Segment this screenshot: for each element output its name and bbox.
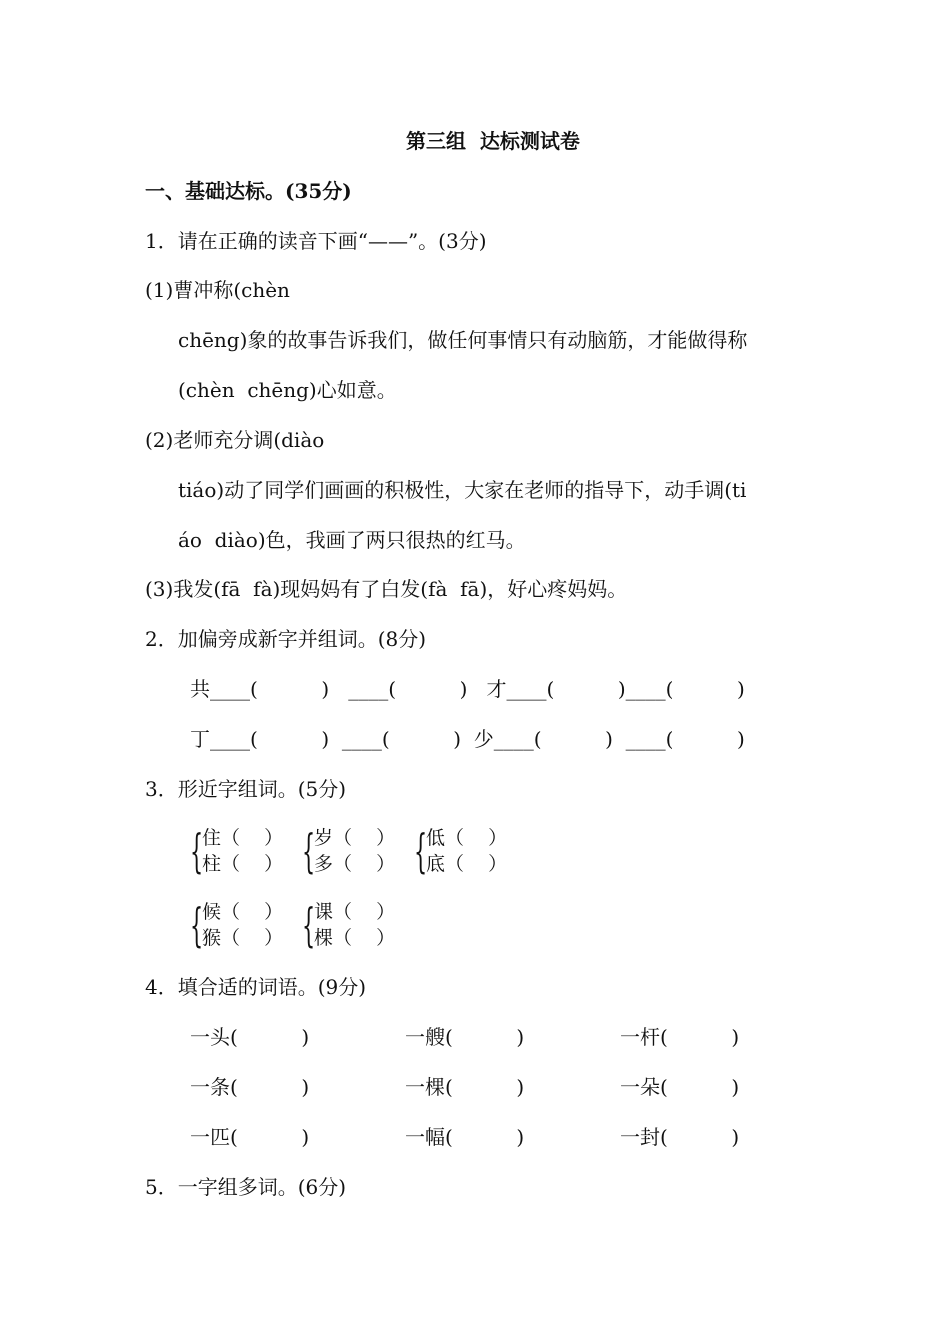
brace-icon: { bbox=[190, 898, 204, 952]
similar-char-pair: { 低（ ） 底（ ） bbox=[414, 824, 508, 878]
similar-char-pair: { 住（ ） 柱（ ） bbox=[190, 824, 284, 878]
measure-word-blank: 一条( ) bbox=[190, 1075, 310, 1099]
brace-icon: { bbox=[190, 824, 204, 878]
measure-word-blank: 一封( ) bbox=[620, 1125, 740, 1149]
q1-line: (2)老师充分调(diào bbox=[145, 428, 325, 452]
q2-stem: 2．加偏旁成新字并组词。(8分) bbox=[145, 627, 427, 651]
similar-char-pair: { 岁（ ） 多（ ） bbox=[302, 824, 396, 878]
measure-word-blank: 一匹( ) bbox=[190, 1125, 310, 1149]
q1-line: tiáo)动了同学们画画的积极性，大家在老师的指导下，动手调(ti bbox=[178, 478, 747, 502]
measure-word-blank: 一艘( ) bbox=[405, 1025, 525, 1049]
brace-icon: { bbox=[302, 824, 316, 878]
q1-line: áo diào)色，我画了两只很热的红马。 bbox=[178, 528, 526, 552]
q1-line: chēng)象的故事告诉我们，做任何事情只有动脑筋，才能做得称 bbox=[178, 328, 748, 352]
section-heading: 一、基础达标。(35分) bbox=[145, 179, 352, 203]
brace-icon: { bbox=[302, 898, 316, 952]
q5-stem: 5．一字组多词。(6分) bbox=[145, 1175, 347, 1199]
measure-word-blank: 一棵( ) bbox=[405, 1075, 525, 1099]
q1-stem: 1．请在正确的读音下画“——”。(3分) bbox=[145, 229, 487, 253]
brace-icon: { bbox=[414, 824, 428, 878]
q1-line: (3)我发(fā fà)现妈妈有了白发(fà fā)，好心疼妈妈。 bbox=[145, 577, 628, 601]
measure-word-blank: 一幅( ) bbox=[405, 1125, 525, 1149]
q1-line: (1)曹冲称(chèn bbox=[145, 278, 290, 302]
q3-stem: 3．形近字组词。(5分) bbox=[145, 777, 347, 801]
measure-word-blank: 一头( ) bbox=[190, 1025, 310, 1049]
page-title: 第三组 达标测试卷 bbox=[406, 129, 580, 153]
similar-char-pair: { 课（ ） 棵（ ） bbox=[302, 898, 396, 952]
q2-row: 共____( ) ____( ) 才____( )____( ) bbox=[190, 677, 745, 701]
measure-word-blank: 一杆( ) bbox=[620, 1025, 740, 1049]
q2-row: 丁____( ) ____( ) 少____( ) ____( ) bbox=[190, 727, 745, 751]
q1-line: (chèn chēng)心如意。 bbox=[178, 378, 397, 402]
similar-char-pair: { 候（ ） 猴（ ） bbox=[190, 898, 284, 952]
measure-word-blank: 一朵( ) bbox=[620, 1075, 740, 1099]
q4-stem: 4．填合适的词语。(9分) bbox=[145, 975, 367, 999]
